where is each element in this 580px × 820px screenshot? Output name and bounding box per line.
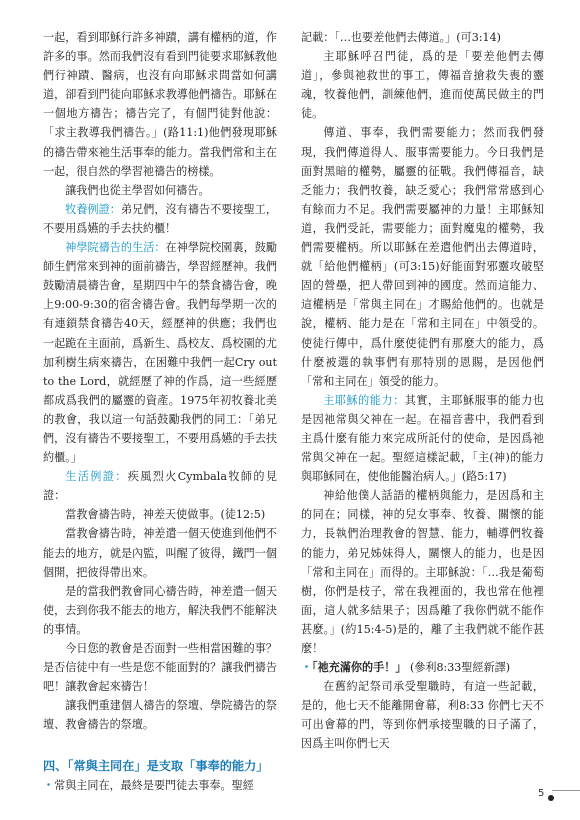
paragraph: 當教會禱告時，神差天使做事。(徒12:5) [65, 508, 266, 522]
paragraph: 一起，看到耶穌行許多神蹟，講有權柄的道，作許多的事。然而我們沒有看到門徒要求耶穌教他們行神蹟、醫病，也沒有向耶穌求問當如何講道，卻看到門徒向耶穌求教導他們禱告。耶穌在一個地方禱告；禱告完了，有個門徒對他說：「求主教導我們禱告。」(路11:1)他們發現耶穌的禱告帶來祂生活事奉的能力。當我們常和主在一起，很自然的學習祂禱告的榜樣。 [43, 31, 277, 178]
example-label: 神學院禱告的生活： [65, 241, 166, 255]
bullet-item: ・「祂充滿你的手！」 (參利8:33聖經新譯) [301, 661, 511, 675]
paragraph: 主耶穌的能力：其實，主耶穌服事的能力也是因祂常與父神在一起。在福音書中，我們看到主爲什麼有能力來完成所託付的使命，是因爲祂常與父神在一起。聖經這樣記載，「主(神)的能力與耶穌同在，使他能醫治病人。」(路5:17) [301, 393, 544, 484]
page-number-rule [552, 790, 580, 791]
top-margin [0, 0, 580, 18]
bullet-icon: ・ [301, 661, 313, 675]
left-bullet: ・常與主同在，最終是要門徒去事奉。聖經 [43, 779, 254, 792]
paragraph: 傳道、事奉，我們需要能力；然而我們發現，我們傳道得人、服事需要能力。今日我們是面對黑暗的權勢，屬靈的征戰。我們傳福音，缺乏能力；我們牧養，缺乏愛心；我們常常感到心有餘而力不足。我們需要屬神的力量！主耶穌知道，我們受託，需要能力；面對魔鬼的權勢，我們需要權柄。所以耶穌在差遣他們出去傳道時，就「給他們權柄」(可3:15)好能面對邪靈攻破堅固的營壘，把人帶回到神的國度。然而這能力、這權柄是「常與主同在」才賜給他們的。也就是說，權柄、能力是在「常和主同在」中領受的。使徒行傳中，爲什麼使徒們有那麼大的能力，爲什麼被選的執事們有那特別的恩賜，是因他們「常和主同在」領受的能力。 [301, 126, 544, 388]
paragraph: 讓我們也從主學習如何禱告。 [65, 183, 210, 197]
example-label: 主耶穌的能力： [323, 393, 405, 407]
paragraph: 今日您的教會是否面對一些相當困難的事？是否信徒中有一些是您不能面對的？讓我們禱告吧！讓教會起來禱告！ [43, 642, 277, 694]
example-label: 牧養例證： [65, 202, 121, 216]
page-number-dot [548, 795, 554, 801]
paragraph: 讓我們重建個人禱告的祭壇、學院禱告的祭壇、教會禱告的祭壇。 [43, 699, 277, 732]
paragraph: 神學院禱告的生活：在神學院校園裏，鼓勵師生們常來到神的面前禱告，學習經歷神。我們鼓勵清晨禱告會，星期四中午的禁食禱告會，晚上9:00-9:30的宿舍禱告會。我們每學期一次的有連鎖禁食禱告40天，經歷神的供應；我們也一起跪在主面前，爲新生、爲校友、爲校園的尤加利樹生病來禱告，在困難中我們一起Cry out to the Lord，就經歷了神的作爲，這一些經歷都成爲我們的屬靈的資產。1975年初牧養北美的教會，我以這一句話鼓勵我們的同工：「弟兄們，沒有禱告不要接聖工，不要用爲嬿的手去扶約櫃。」 [43, 241, 277, 465]
section-heading: 四、「常與主同在」是支取「事奉的能力」 [43, 759, 269, 773]
paragraph: 當教會禱告時，神差遣一個天使進到他們不能去的地方，就是內監，叫醒了彼得，鐵門一個個開，把彼得帶出來。 [43, 527, 277, 579]
paragraph: 記載：「…也要差他們去傳道。」(可3:14) [301, 31, 501, 44]
page-number: 5 [538, 788, 545, 799]
left-column [43, 28, 277, 734]
example-label: 生活例證： [65, 470, 128, 484]
paragraph: 神給他僕人話語的權柄與能力，是因爲和主的同在；同樣，神的兒女事奉、牧養、關懷的能力，長執們治理教會的智慧、能力，輔導們牧養的能力，弟兄姊妹得人，關懷人的能力，也是因「常和主同在」而得的。主耶穌說：「…我是葡萄樹，你們是枝子，常在我裡面的，我也常在他裡面，這人就多結果子；因爲離了我你們就不能作甚麼。」(約15:4-5)是的，離了主我們就不能作甚麼！ [301, 489, 544, 655]
paragraph: 生活例證：疾風烈火Cymbala牧師的見證： [43, 470, 277, 503]
paragraph: 主耶穌呼召門徒，爲的是「要差他們去傳道」，參與祂救世的事工，傳福音搶救失喪的靈魂，牧養他們，訓練他們，進而使萬民做主的門徒。 [301, 50, 544, 121]
right-column [301, 28, 544, 754]
paragraph: 在舊約記祭司承受聖職時，有這一些記載，是的，他七天不能離開會幕，利8:33 你們七天不可出會幕的門，等到你們承接聖職的日子滿了，因爲主叫你們七天 [301, 680, 544, 751]
bullet-icon: ・ [43, 779, 55, 792]
paragraph: 是的當我們教會同心禱告時，神差遣一個天使，去到你我不能去的地方，解決我們不能解決的事情。 [43, 584, 277, 636]
paragraph: 牧養例證：弟兄們，沒有禱告不要接聖工，不要用爲嬿的手去扶約櫃！ [43, 202, 277, 235]
